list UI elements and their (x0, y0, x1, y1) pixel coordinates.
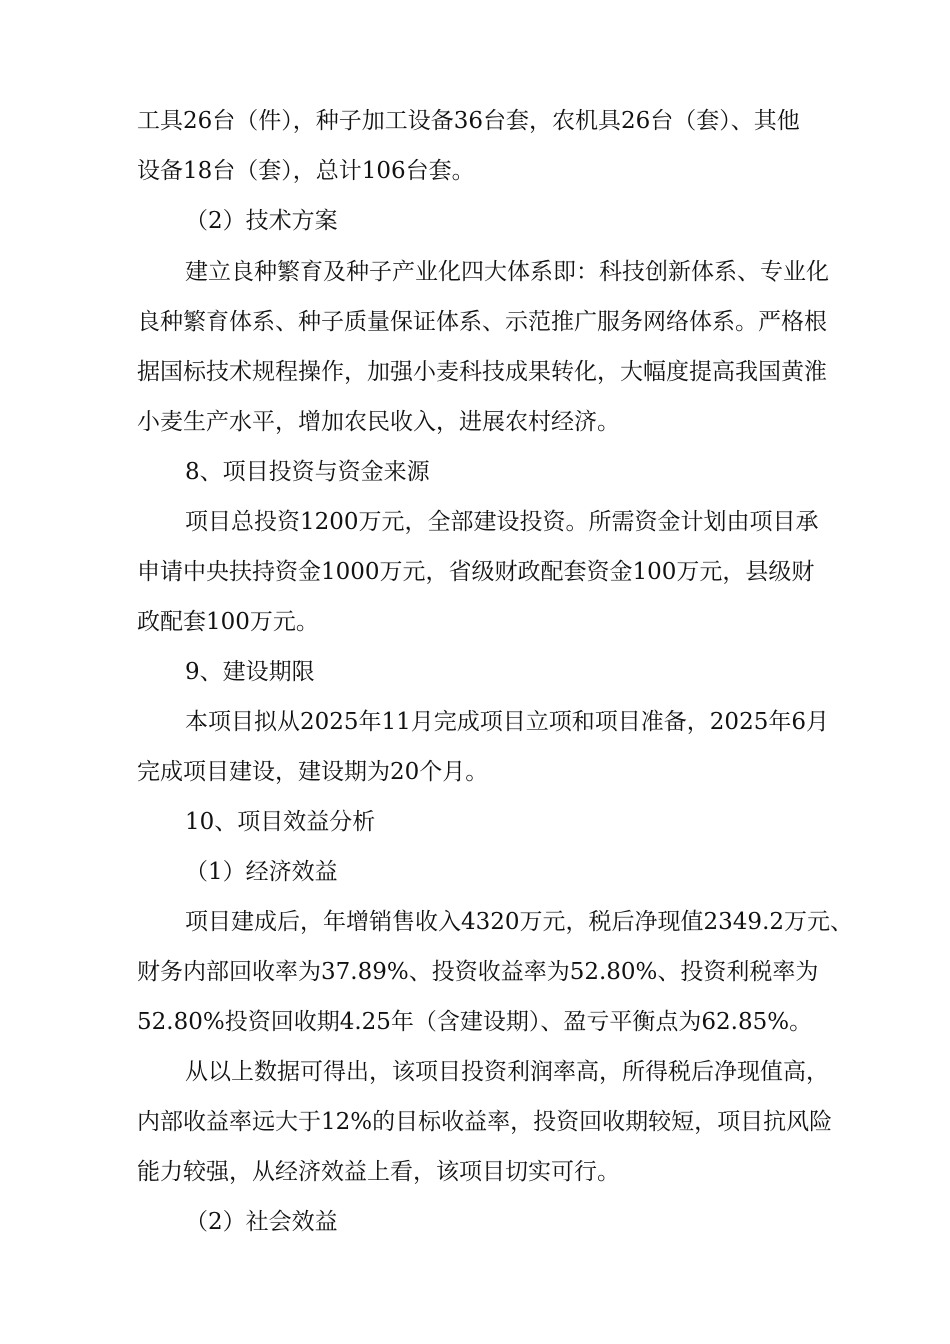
paragraph-line: 能力较强，从经济效益上看，该项目切实可行。 (137, 1159, 620, 1185)
section-heading: （2）社会效益 (185, 1209, 338, 1235)
paragraph-line: 据国标技术规程操作，加强小麦科技成果转化，大幅度提高我国黄淮 (137, 359, 827, 385)
paragraph-line: 建立良种繁育及种子产业化四大体系即：科技创新体系、专业化 (185, 259, 829, 285)
paragraph-line: 项目总投资1200万元，全部建设投资。所需资金计划由项目承 (185, 509, 819, 535)
paragraph-line: 良种繁育体系、种子质量保证体系、示范推广服务网络体系。严格根 (137, 309, 827, 335)
paragraph-line: 从以上数据可得出，该项目投资利润率高，所得税后净现值高， (185, 1059, 829, 1085)
paragraph-line: 工具26台（件），种子加工设备36台套，农机具26台（套）、其他 (137, 108, 800, 134)
paragraph-line: 内部收益率远大于12%的目标收益率，投资回收期较短，项目抗风险 (137, 1109, 833, 1135)
paragraph-line: 本项目拟从2025年11月完成项目立项和项目准备，2025年6月 (185, 709, 829, 735)
paragraph-line: 52.80%投资回收期4.25年（含建设期）、盈亏平衡点为62.85%。 (137, 1009, 813, 1035)
section-heading: 8、项目投资与资金来源 (185, 459, 430, 485)
paragraph-line: 项目建成后，年增销售收入4320万元，税后净现值2349.2万元、 (185, 909, 854, 935)
paragraph-line: 小麦生产水平，增加农民收入，进展农村经济。 (137, 409, 620, 435)
paragraph-line: 完成项目建设，建设期为20个月。 (137, 759, 489, 785)
paragraph-line: 设备18台（套），总计106台套。 (137, 158, 475, 184)
section-heading: 9、建设期限 (185, 659, 315, 685)
paragraph-line: 政配套100万元。 (137, 609, 319, 635)
section-heading: （1）经济效益 (185, 859, 338, 885)
section-heading: 10、项目效益分析 (185, 809, 376, 835)
section-heading: （2）技术方案 (185, 208, 338, 234)
paragraph-line: 财务内部回收率为37.89%、投资收益率为52.80%、投资利税率为 (137, 959, 819, 985)
paragraph-line: 申请中央扶持资金1000万元，省级财政配套资金100万元，县级财 (137, 559, 815, 585)
